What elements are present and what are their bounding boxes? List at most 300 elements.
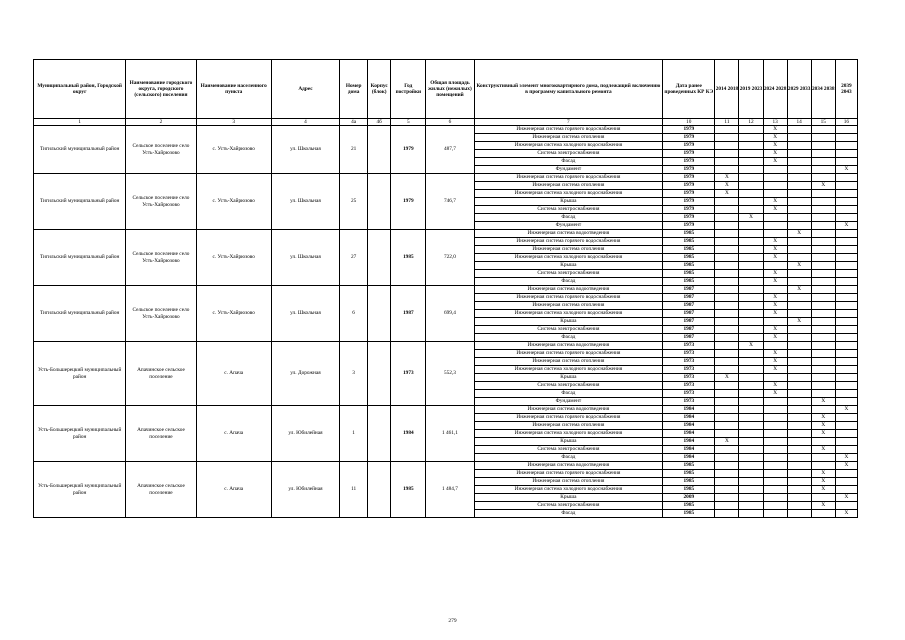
period-mark-cell (739, 486, 763, 494)
header-address: Адрес (271, 60, 339, 119)
table-row (34, 174, 858, 182)
period-mark-cell (715, 390, 739, 398)
element-name-cell: Фасад (474, 510, 663, 518)
prior-date-cell: 1987 (663, 310, 715, 318)
period-mark-cell (739, 478, 763, 486)
period-mark-cell: X (835, 406, 857, 414)
element-name-cell: Система электроснабжения (474, 502, 663, 510)
house-number-cell: 27 (340, 230, 368, 286)
element-name-cell: Инженерная система горячего водоснабжения (474, 470, 663, 478)
period-mark-cell (811, 454, 835, 462)
prior-date-cell: 1985 (663, 510, 715, 518)
element-name-cell: Крыша (474, 198, 663, 206)
header-locality: Наименование населенного пункта (196, 60, 271, 119)
period-mark-cell: X (763, 238, 787, 246)
period-mark-cell (835, 142, 857, 150)
period-mark-cell (739, 262, 763, 270)
period-mark-cell (787, 182, 811, 190)
period-mark-cell: X (763, 390, 787, 398)
period-mark-cell (739, 422, 763, 430)
period-mark-cell (715, 478, 739, 486)
period-mark-cell (835, 478, 857, 486)
period-mark-cell (835, 134, 857, 142)
period-mark-cell (811, 462, 835, 470)
period-mark-cell: X (763, 158, 787, 166)
prior-date-cell: 1979 (663, 206, 715, 214)
period-mark-cell (739, 414, 763, 422)
period-mark-cell: X (811, 430, 835, 438)
period-mark-cell (787, 454, 811, 462)
period-mark-cell (715, 294, 739, 302)
area-cell: 722,0 (426, 230, 474, 286)
period-mark-cell (835, 126, 857, 134)
period-mark-cell (763, 222, 787, 230)
element-name-cell: Инженерная система горячего водоснабжения (474, 350, 663, 358)
element-name-cell: Инженерная система отопления (474, 478, 663, 486)
period-mark-cell (811, 358, 835, 366)
period-mark-cell (835, 414, 857, 422)
period-mark-cell (715, 214, 739, 222)
street-cell: ул. Юбилейная (271, 406, 339, 462)
header-building: Корпус (блок) (368, 60, 391, 119)
header-period-1: 2014 2018 (715, 60, 739, 119)
period-mark-cell (835, 374, 857, 382)
period-mark-cell (763, 262, 787, 270)
period-mark-cell (811, 214, 835, 222)
building-cell (368, 462, 391, 518)
element-name-cell: Инженерная система холодного водоснабжения (474, 486, 663, 494)
period-mark-cell: X (739, 342, 763, 350)
prior-date-cell: 1973 (663, 366, 715, 374)
period-mark-cell (787, 470, 811, 478)
period-mark-cell (739, 294, 763, 302)
period-mark-cell (811, 230, 835, 238)
element-name-cell: Инженерная система водоотведения (474, 230, 663, 238)
period-mark-cell (835, 182, 857, 190)
period-mark-cell (715, 366, 739, 374)
period-mark-cell: X (835, 510, 857, 518)
house-number-cell: 3 (340, 342, 368, 406)
element-name-cell: Инженерная система горячего водоснабжения (474, 414, 663, 422)
element-name-cell: Крыша (474, 262, 663, 270)
period-mark-cell (835, 270, 857, 278)
prior-date-cell: 1984 (663, 438, 715, 446)
prior-date-cell: 1985 (663, 270, 715, 278)
element-name-cell: Фундамент (474, 166, 663, 174)
prior-date-cell: 1979 (663, 150, 715, 158)
period-mark-cell (715, 142, 739, 150)
period-mark-cell (811, 406, 835, 414)
period-mark-cell (811, 222, 835, 230)
period-mark-cell (787, 198, 811, 206)
period-mark-cell (811, 390, 835, 398)
page-number: 279 (448, 618, 457, 624)
period-mark-cell (715, 334, 739, 342)
period-mark-cell (739, 206, 763, 214)
period-mark-cell (835, 310, 857, 318)
period-mark-cell (763, 462, 787, 470)
period-mark-cell (787, 222, 811, 230)
period-mark-cell (763, 470, 787, 478)
prior-date-cell: 1987 (663, 302, 715, 310)
prior-date-cell: 1973 (663, 342, 715, 350)
period-mark-cell (835, 334, 857, 342)
period-mark-cell: X (763, 254, 787, 262)
element-name-cell: Инженерная система холодного водоснабжения (474, 366, 663, 374)
period-mark-cell (811, 286, 835, 294)
header-house-number: Номер дома (340, 60, 368, 119)
period-mark-cell (835, 446, 857, 454)
district-cell: Усть-Большерецкий муниципальный район (34, 406, 126, 462)
table-body (34, 126, 858, 518)
period-mark-cell (763, 430, 787, 438)
period-mark-cell (835, 390, 857, 398)
period-mark-cell (811, 142, 835, 150)
element-name-cell: Фасад (474, 278, 663, 286)
table-row (34, 286, 858, 294)
area-cell: 552,3 (426, 342, 474, 406)
element-name-cell: Инженерная система горячего водоснабжения (474, 238, 663, 246)
period-mark-cell (763, 318, 787, 326)
locality-cell: с. Усть-Хайрюзово (196, 286, 271, 342)
year-cell: 1973 (391, 342, 426, 406)
period-mark-cell (811, 206, 835, 214)
prior-date-cell: 1979 (663, 190, 715, 198)
prior-date-cell: 1979 (663, 182, 715, 190)
period-mark-cell (715, 286, 739, 294)
locality-cell: с. Усть-Хайрюзово (196, 174, 271, 230)
area-cell: 1 461,1 (426, 406, 474, 462)
period-mark-cell (739, 166, 763, 174)
period-mark-cell (787, 510, 811, 518)
period-mark-cell: X (763, 382, 787, 390)
period-mark-cell (739, 406, 763, 414)
area-cell: 746,7 (426, 174, 474, 230)
period-mark-cell (739, 126, 763, 134)
period-mark-cell (739, 462, 763, 470)
element-name-cell: Фасад (474, 454, 663, 462)
header-element: Конструктивный элемент многоквартирного дома, подлежащий включению в программу капитального ремонта (474, 60, 663, 119)
settlement-cell: Апачинское сельское поселение (126, 342, 196, 406)
prior-date-cell: 1984 (663, 446, 715, 454)
element-name-cell: Инженерная система горячего водоснабжения (474, 174, 663, 182)
period-mark-cell (715, 398, 739, 406)
column-number: 16 (835, 119, 857, 126)
period-mark-cell: X (763, 270, 787, 278)
period-mark-cell (835, 382, 857, 390)
house-number-cell: 21 (340, 126, 368, 174)
settlement-cell: Апачинское сельское поселение (126, 406, 196, 462)
period-mark-cell: X (763, 198, 787, 206)
element-name-cell: Инженерная система водоотведения (474, 286, 663, 294)
element-name-cell: Инженерная система горячего водоснабжения (474, 294, 663, 302)
period-mark-cell: X (811, 414, 835, 422)
prior-date-cell: 1985 (663, 238, 715, 246)
period-mark-cell (715, 470, 739, 478)
period-mark-cell (811, 238, 835, 246)
period-mark-cell: X (835, 462, 857, 470)
street-cell: ул. Дорожная (271, 342, 339, 406)
period-mark-cell (763, 190, 787, 198)
settlement-cell: Сельское поселение село Усть-Хайрюзово (126, 126, 196, 174)
period-mark-cell (787, 214, 811, 222)
period-mark-cell (835, 214, 857, 222)
period-mark-cell (787, 398, 811, 406)
period-mark-cell (787, 342, 811, 350)
table-row (34, 342, 858, 350)
element-name-cell: Крыша (474, 438, 663, 446)
district-cell: Тигильский муниципальный район (34, 286, 126, 342)
period-mark-cell (787, 382, 811, 390)
period-mark-cell: X (763, 278, 787, 286)
period-mark-cell (787, 174, 811, 182)
prior-date-cell: 1985 (663, 470, 715, 478)
period-mark-cell (787, 414, 811, 422)
district-cell: Тигильский муниципальный район (34, 230, 126, 286)
header-prior-date: Дата ранее проведенных КР КЭ (663, 60, 715, 119)
period-mark-cell (739, 398, 763, 406)
prior-date-cell: 1984 (663, 406, 715, 414)
prior-date-cell: 1984 (663, 454, 715, 462)
period-mark-cell: X (811, 398, 835, 406)
period-mark-cell (715, 262, 739, 270)
street-cell: ул. Школьная (271, 174, 339, 230)
period-mark-cell: X (811, 502, 835, 510)
element-name-cell: Фасад (474, 158, 663, 166)
period-mark-cell (787, 430, 811, 438)
period-mark-cell: X (787, 318, 811, 326)
period-mark-cell: X (715, 190, 739, 198)
period-mark-cell (715, 350, 739, 358)
period-mark-cell (811, 318, 835, 326)
column-number: 3 (196, 119, 271, 126)
period-mark-cell (835, 262, 857, 270)
prior-date-cell: 1984 (663, 430, 715, 438)
header-row (34, 60, 858, 119)
element-name-cell: Система электроснабжения (474, 326, 663, 334)
period-mark-cell (787, 294, 811, 302)
period-mark-cell (763, 166, 787, 174)
period-mark-cell (715, 158, 739, 166)
period-mark-cell (787, 502, 811, 510)
element-name-cell: Инженерная система водоотведения (474, 406, 663, 414)
period-mark-cell (835, 342, 857, 350)
period-mark-cell (763, 414, 787, 422)
period-mark-cell (835, 286, 857, 294)
prior-date-cell: 1985 (663, 230, 715, 238)
period-mark-cell (787, 166, 811, 174)
element-name-cell: Инженерная система водоотведения (474, 462, 663, 470)
table-row (34, 462, 858, 470)
period-mark-cell (835, 278, 857, 286)
element-name-cell: Инженерная система холодного водоснабжения (474, 142, 663, 150)
period-mark-cell (739, 278, 763, 286)
period-mark-cell (835, 358, 857, 366)
period-mark-cell (763, 438, 787, 446)
column-number: 1 (34, 119, 126, 126)
prior-date-cell: 1985 (663, 246, 715, 254)
area-cell: 699,4 (426, 286, 474, 342)
building-cell (368, 230, 391, 286)
period-mark-cell (811, 254, 835, 262)
period-mark-cell: X (763, 310, 787, 318)
period-mark-cell (811, 166, 835, 174)
header-period-2: 2019 2023 (739, 60, 763, 119)
header-period-4: 2029 2033 (787, 60, 811, 119)
period-mark-cell (787, 310, 811, 318)
period-mark-cell (835, 150, 857, 158)
prior-date-cell: 1979 (663, 134, 715, 142)
column-number-row (34, 119, 858, 126)
element-name-cell: Фасад (474, 390, 663, 398)
prior-date-cell: 1973 (663, 398, 715, 406)
period-mark-cell (715, 310, 739, 318)
period-mark-cell (835, 422, 857, 430)
prior-date-cell: 1973 (663, 390, 715, 398)
building-cell (368, 406, 391, 462)
period-mark-cell (787, 462, 811, 470)
element-name-cell: Инженерная система отопления (474, 134, 663, 142)
period-mark-cell: X (763, 350, 787, 358)
period-mark-cell (739, 270, 763, 278)
period-mark-cell (787, 350, 811, 358)
period-mark-cell (787, 302, 811, 310)
prior-date-cell: 1979 (663, 222, 715, 230)
period-mark-cell (763, 446, 787, 454)
period-mark-cell: X (835, 166, 857, 174)
period-mark-cell (739, 222, 763, 230)
column-number: 12 (739, 119, 763, 126)
period-mark-cell (715, 462, 739, 470)
period-mark-cell (763, 182, 787, 190)
period-mark-cell (787, 374, 811, 382)
column-number: 2 (126, 119, 196, 126)
period-mark-cell (811, 334, 835, 342)
period-mark-cell: X (715, 174, 739, 182)
period-mark-cell (715, 134, 739, 142)
prior-date-cell: 1979 (663, 174, 715, 182)
period-mark-cell (835, 294, 857, 302)
settlement-cell: Сельское поселение село Усть-Хайрюзово (126, 174, 196, 230)
period-mark-cell (715, 150, 739, 158)
period-mark-cell (835, 238, 857, 246)
locality-cell: с. Апача (196, 406, 271, 462)
prior-date-cell: 1973 (663, 350, 715, 358)
period-mark-cell (787, 150, 811, 158)
period-mark-cell (715, 358, 739, 366)
period-mark-cell (835, 230, 857, 238)
prior-date-cell: 1984 (663, 422, 715, 430)
period-mark-cell (739, 454, 763, 462)
period-mark-cell (787, 406, 811, 414)
column-number: 4б (368, 119, 391, 126)
period-mark-cell (739, 470, 763, 478)
period-mark-cell (715, 502, 739, 510)
prior-date-cell: 1985 (663, 462, 715, 470)
period-mark-cell: X (763, 246, 787, 254)
house-number-cell: 6 (340, 286, 368, 342)
period-mark-cell (715, 486, 739, 494)
period-mark-cell (715, 446, 739, 454)
year-cell: 1985 (391, 230, 426, 286)
element-name-cell: Фундамент (474, 222, 663, 230)
period-mark-cell (811, 494, 835, 502)
element-name-cell: Фасад (474, 334, 663, 342)
year-cell: 1984 (391, 406, 426, 462)
period-mark-cell (835, 254, 857, 262)
period-mark-cell (787, 438, 811, 446)
element-name-cell: Инженерная система отопления (474, 302, 663, 310)
district-cell: Усть-Большерецкий муниципальный район (34, 342, 126, 406)
period-mark-cell (739, 190, 763, 198)
period-mark-cell (835, 174, 857, 182)
element-name-cell: Инженерная система горячего водоснабжения (474, 126, 663, 134)
period-mark-cell: X (763, 302, 787, 310)
period-mark-cell (739, 390, 763, 398)
period-mark-cell: X (763, 150, 787, 158)
period-mark-cell (763, 494, 787, 502)
period-mark-cell (811, 134, 835, 142)
element-name-cell: Система электроснабжения (474, 206, 663, 214)
header-period-3: 2024 2028 (763, 60, 787, 119)
element-name-cell: Фасад (474, 214, 663, 222)
column-number: 13 (763, 119, 787, 126)
element-name-cell: Фундамент (474, 398, 663, 406)
period-mark-cell (835, 198, 857, 206)
period-mark-cell (715, 270, 739, 278)
locality-cell: с. Апача (196, 462, 271, 518)
period-mark-cell: X (739, 214, 763, 222)
period-mark-cell: X (763, 142, 787, 150)
period-mark-cell: X (787, 262, 811, 270)
period-mark-cell: X (787, 286, 811, 294)
period-mark-cell (715, 166, 739, 174)
element-name-cell: Крыша (474, 494, 663, 502)
period-mark-cell (835, 206, 857, 214)
prior-date-cell: 1987 (663, 286, 715, 294)
period-mark-cell (835, 486, 857, 494)
period-mark-cell (763, 174, 787, 182)
district-cell: Тигильский муниципальный район (34, 126, 126, 174)
period-mark-cell: X (811, 478, 835, 486)
period-mark-cell (739, 326, 763, 334)
period-mark-cell: X (811, 182, 835, 190)
header-settlement: Наименование городского округа, городского (сельского) поселения (126, 60, 196, 119)
period-mark-cell (739, 510, 763, 518)
period-mark-cell (763, 342, 787, 350)
period-mark-cell (811, 366, 835, 374)
period-mark-cell (787, 358, 811, 366)
period-mark-cell (739, 502, 763, 510)
period-mark-cell (739, 310, 763, 318)
table-row (34, 230, 858, 238)
prior-date-cell: 1985 (663, 262, 715, 270)
period-mark-cell (787, 254, 811, 262)
settlement-cell: Сельское поселение село Усть-Хайрюзово (126, 286, 196, 342)
period-mark-cell: X (811, 422, 835, 430)
period-mark-cell: X (811, 486, 835, 494)
period-mark-cell (739, 334, 763, 342)
period-mark-cell (787, 190, 811, 198)
element-name-cell: Система электроснабжения (474, 382, 663, 390)
period-mark-cell (811, 246, 835, 254)
street-cell: ул. Школьная (271, 126, 339, 174)
street-cell: ул. Юбилейная (271, 462, 339, 518)
period-mark-cell (811, 198, 835, 206)
period-mark-cell (739, 446, 763, 454)
prior-date-cell: 1979 (663, 198, 715, 206)
period-mark-cell (763, 398, 787, 406)
